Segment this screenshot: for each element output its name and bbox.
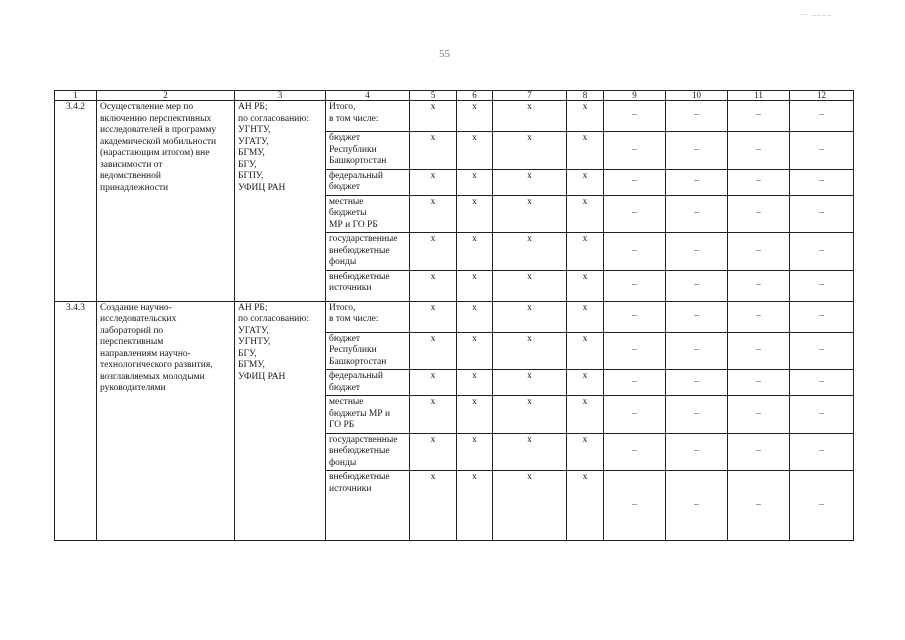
table-row (55, 301, 854, 332)
x-mark-cell: x (493, 195, 567, 233)
dash-cell: – (790, 370, 854, 396)
funding-source (326, 233, 410, 271)
x-mark-cell: x (567, 301, 604, 332)
x-mark-cell: x (493, 301, 567, 332)
column-header-9: 9 (604, 91, 666, 101)
measure-line: Осуществление мер по (100, 102, 194, 112)
funding-source-line: фонды (329, 257, 357, 267)
corner-mark: ... ____ (800, 8, 832, 17)
column-header-2: 2 (97, 91, 235, 101)
x-mark-cell: x (493, 370, 567, 396)
funding-source (326, 396, 410, 434)
funding-source-line: федеральный (329, 371, 383, 381)
x-mark-cell: x (567, 270, 604, 301)
x-mark-cell: x (457, 132, 493, 170)
funding-source-line: государственные (329, 234, 398, 244)
x-mark-cell: x (493, 233, 567, 271)
x-mark-cell: x (457, 396, 493, 434)
x-mark-cell: x (493, 132, 567, 170)
funding-source-line: внебюджетные (329, 245, 390, 256)
dash-cell: – (666, 396, 728, 434)
dash-cell: – (728, 301, 790, 332)
dash-cell: – (728, 101, 790, 132)
x-mark-cell: x (457, 332, 493, 370)
executor-line: УФИЦ РАН (238, 182, 286, 193)
funding-source-line: местные (329, 397, 364, 407)
measure-description (97, 301, 235, 541)
x-mark-cell: x (457, 433, 493, 471)
funding-source-line: внебюджетные (329, 472, 390, 482)
funding-source-line: источники (329, 283, 372, 293)
column-header-row (55, 91, 854, 101)
funding-source-line: Итого, (329, 302, 356, 313)
dash-cell: – (790, 195, 854, 233)
funding-source-line: местные (329, 196, 364, 207)
dash-cell: – (604, 332, 666, 370)
executor-line: БГУ, (238, 159, 257, 170)
dash-cell: – (604, 433, 666, 471)
measure-line: перспективным (100, 337, 164, 347)
funding-source (326, 332, 410, 370)
x-mark-cell: x (410, 301, 457, 332)
executor-line: УГАТУ, (238, 136, 269, 147)
measure-line: включению перспективных (100, 113, 212, 124)
measure-line: лабораторий по (100, 325, 164, 336)
funding-source (326, 132, 410, 170)
dash-cell: – (666, 132, 728, 170)
dash-cell: – (666, 471, 728, 541)
x-mark-cell: x (410, 233, 457, 271)
executor-line: БГМУ, (238, 360, 265, 370)
funding-source-line: государственные (329, 434, 398, 445)
dash-cell: – (790, 233, 854, 271)
x-mark-cell: x (457, 101, 493, 132)
dash-cell: – (790, 332, 854, 370)
funding-source (326, 169, 410, 195)
x-mark-cell: x (410, 332, 457, 370)
dash-cell: – (790, 471, 854, 541)
dash-cell: – (666, 301, 728, 332)
table-body (55, 91, 854, 541)
x-mark-cell: x (567, 233, 604, 271)
x-mark-cell: x (493, 101, 567, 132)
column-header-5: 5 (410, 91, 457, 101)
item-number: 3.4.3 (55, 301, 97, 541)
dash-cell: – (728, 471, 790, 541)
x-mark-cell: x (567, 433, 604, 471)
x-mark-cell: x (410, 195, 457, 233)
dash-cell: – (604, 471, 666, 541)
x-mark-cell: x (567, 169, 604, 195)
dash-cell: – (790, 169, 854, 195)
dash-cell: – (604, 169, 666, 195)
dash-cell: – (666, 169, 728, 195)
x-mark-cell: x (410, 270, 457, 301)
measure-line: Создание научно- (100, 302, 172, 313)
executor-line: БГПУ, (238, 171, 264, 181)
x-mark-cell: x (567, 332, 604, 370)
x-mark-cell: x (457, 270, 493, 301)
funding-source-line: Итого, (329, 102, 356, 112)
dash-cell: – (790, 101, 854, 132)
item-number: 3.4.2 (55, 101, 97, 302)
funding-source-line: МР и ГО РБ (329, 219, 378, 230)
funding-source-line: ГО РБ (329, 420, 355, 430)
funding-source-line: Башкортостан (329, 156, 387, 166)
x-mark-cell: x (567, 195, 604, 233)
x-mark-cell: x (493, 169, 567, 195)
executor-line: БГУ, (238, 348, 257, 359)
funding-source-line: источники (329, 483, 372, 494)
dash-cell: – (604, 396, 666, 434)
table-row (55, 101, 854, 132)
column-header-3: 3 (235, 91, 326, 101)
dash-cell: – (728, 332, 790, 370)
measure-line: исследователей в программу (100, 125, 217, 135)
x-mark-cell: x (457, 169, 493, 195)
funding-source-line: федеральный (329, 170, 383, 181)
measure-description (97, 101, 235, 302)
dash-cell: – (728, 396, 790, 434)
dash-cell: – (666, 233, 728, 271)
x-mark-cell: x (457, 301, 493, 332)
executor-line: УГАТУ, (238, 325, 269, 336)
funding-source (326, 370, 410, 396)
dash-cell: – (604, 233, 666, 271)
dash-cell: – (728, 370, 790, 396)
measure-line: руководителями (100, 383, 166, 393)
executor-line: УГНТУ, (238, 125, 271, 135)
funding-source-line: бюджеты (329, 208, 367, 218)
dash-cell: – (604, 301, 666, 332)
x-mark-cell: x (410, 396, 457, 434)
funding-source (326, 301, 410, 332)
executor-line: АН РБ; (238, 302, 268, 313)
funding-source-line: внебюджетные (329, 446, 390, 456)
x-mark-cell: x (567, 370, 604, 396)
x-mark-cell: x (410, 169, 457, 195)
dash-cell: – (604, 370, 666, 396)
budget-table (54, 90, 854, 541)
measure-line: (нарастающим итогом) вне (100, 148, 210, 158)
executor-line: АН РБ; (238, 102, 268, 112)
x-mark-cell: x (457, 233, 493, 271)
funding-source (326, 471, 410, 541)
x-mark-cell: x (567, 132, 604, 170)
dash-cell: – (728, 270, 790, 301)
measure-line: исследовательских (100, 314, 177, 324)
dash-cell: – (604, 101, 666, 132)
dash-cell: – (666, 101, 728, 132)
executors (235, 101, 326, 302)
funding-source-line: Башкортостан (329, 356, 387, 367)
column-header-7: 7 (493, 91, 567, 101)
funding-source (326, 195, 410, 233)
x-mark-cell: x (493, 332, 567, 370)
x-mark-cell: x (410, 132, 457, 170)
executor-line: БГМУ, (238, 148, 265, 158)
dash-cell: – (790, 301, 854, 332)
column-header-1: 1 (55, 91, 97, 101)
funding-source-line: Республики (329, 144, 377, 155)
funding-source-line: в том числе: (329, 113, 379, 124)
funding-source-line: внебюджетные (329, 271, 390, 282)
executor-line: УГНТУ, (238, 337, 271, 347)
column-header-10: 10 (666, 91, 728, 101)
dash-cell: – (666, 332, 728, 370)
dash-cell: – (666, 270, 728, 301)
executor-line: по согласованию: (238, 113, 309, 124)
dash-cell: – (666, 433, 728, 471)
x-mark-cell: x (493, 270, 567, 301)
column-header-6: 6 (457, 91, 493, 101)
column-header-4: 4 (326, 91, 410, 101)
measure-line: принадлежности (100, 182, 169, 193)
x-mark-cell: x (410, 370, 457, 396)
x-mark-cell: x (567, 101, 604, 132)
dash-cell: – (728, 195, 790, 233)
executors (235, 301, 326, 541)
dash-cell: – (728, 132, 790, 170)
dash-cell: – (728, 169, 790, 195)
measure-line: ведомственной (100, 171, 161, 181)
x-mark-cell: x (410, 101, 457, 132)
x-mark-cell: x (567, 471, 604, 541)
dash-cell: – (728, 233, 790, 271)
x-mark-cell: x (493, 471, 567, 541)
executor-line: по согласованию: (238, 314, 309, 324)
dash-cell: – (604, 132, 666, 170)
x-mark-cell: x (567, 396, 604, 434)
dash-cell: – (790, 270, 854, 301)
funding-source-line: бюджеты МР и (329, 408, 391, 419)
funding-source (326, 270, 410, 301)
funding-source (326, 433, 410, 471)
dash-cell: – (604, 195, 666, 233)
x-mark-cell: x (457, 195, 493, 233)
executor-line: УФИЦ РАН (238, 371, 286, 382)
dash-cell: – (790, 433, 854, 471)
measure-line: зависимости от (100, 159, 163, 170)
measure-line: направлениям научно- (100, 348, 191, 359)
page-number: 55 (439, 48, 450, 60)
measure-line: академической мобильности (100, 136, 217, 147)
funding-source (326, 101, 410, 132)
x-mark-cell: x (457, 370, 493, 396)
funding-source-line: Республики (329, 345, 377, 355)
funding-source-line: бюджет (329, 182, 361, 192)
measure-line: технологического развития, (100, 360, 213, 370)
dash-cell: – (666, 370, 728, 396)
x-mark-cell: x (410, 433, 457, 471)
funding-source-line: бюджет (329, 333, 361, 344)
x-mark-cell: x (410, 471, 457, 541)
x-mark-cell: x (493, 396, 567, 434)
dash-cell: – (666, 195, 728, 233)
funding-source-line: бюджет (329, 382, 361, 393)
dash-cell: – (790, 132, 854, 170)
funding-source-line: фонды (329, 457, 357, 468)
dash-cell: – (790, 396, 854, 434)
column-header-8: 8 (567, 91, 604, 101)
column-header-12: 12 (790, 91, 854, 101)
x-mark-cell: x (457, 471, 493, 541)
funding-source-line: в том числе: (329, 314, 379, 324)
dash-cell: – (728, 433, 790, 471)
dash-cell: – (604, 270, 666, 301)
column-header-11: 11 (728, 91, 790, 101)
funding-source-line: бюджет (329, 133, 361, 143)
x-mark-cell: x (493, 433, 567, 471)
measure-line: возглавляемых молодыми (100, 371, 205, 382)
